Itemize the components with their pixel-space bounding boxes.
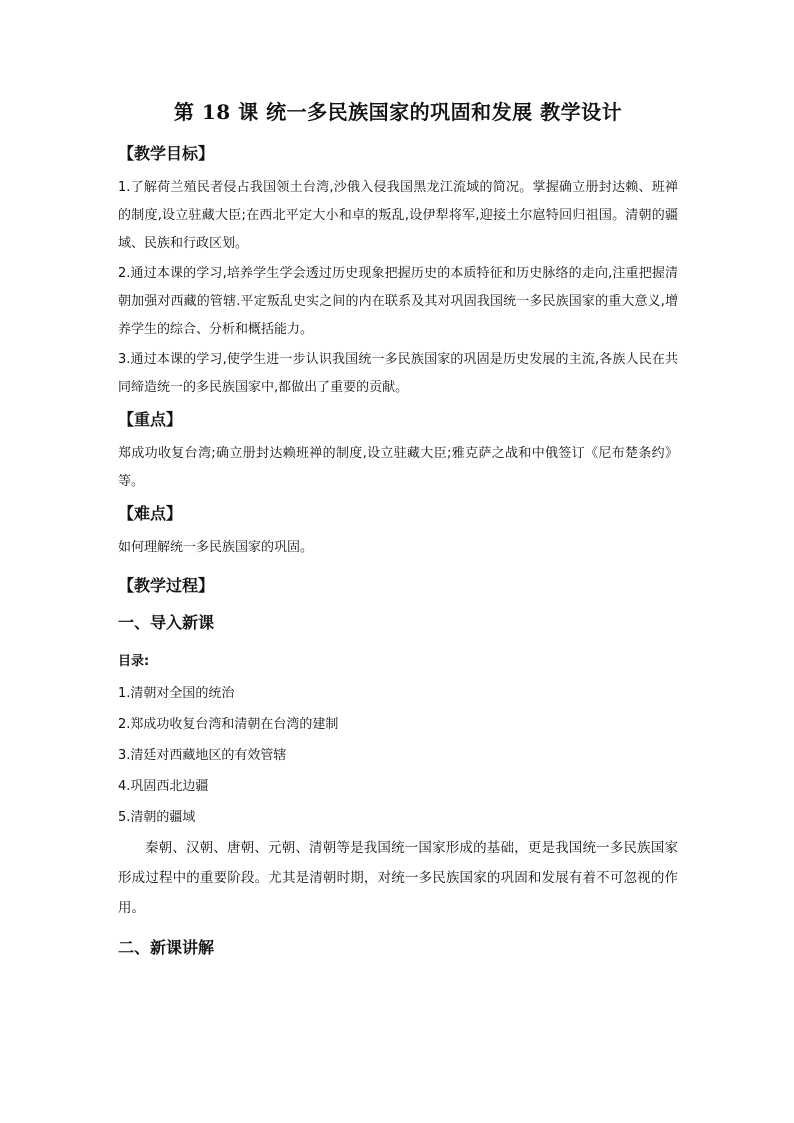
objective-item: 2.通过本课的学习,培养学生学会透过历史现象把握历史的本质特征和历史脉络的走向,注重把握清朝加强对西藏的管辖.平定叛乱史实之间的内在联系及其对巩固我国统一多民族国家的重大意义,增养学生的综合、分析和概括能力。 (118, 266, 678, 337)
process-heading: 【教学过程】 (118, 576, 215, 595)
document-title: 第 18 课 统一多民族国家的巩固和发展 教学设计 (173, 100, 623, 124)
toc-label: 目录: (118, 654, 150, 669)
toc-item: 5.清朝的疆域 (118, 810, 196, 825)
objective-item: 1.了解荷兰殖民者侵占我国领土台湾,沙俄入侵我国黑龙江流域的简况。掌握确立册封达赖、班禅的制度,设立驻藏大臣;在西北平定大小和卓的叛乱,设伊犁将军,迎接土尔扈特回归祖国。清朝的疆域、民族和行政区划。 (118, 180, 678, 251)
objective-item: 3.通过本课的学习,使学生进一步认识我国统一多民族国家的巩固是历史发展的主流,各族人民在共同缔造统一的多民族国家中,都做出了重要的贡献。 (118, 352, 678, 395)
toc-item: 1.清朝对全国的统治 (118, 686, 235, 701)
objectives-heading: 【教学目标】 (118, 144, 215, 163)
objectives-list (118, 174, 678, 402)
difficulties-heading: 【难点】 (118, 504, 183, 523)
toc-item: 2.郑成功收复台湾和清朝在台湾的建制 (118, 717, 339, 732)
toc-item: 4.巩固西北边疆 (118, 779, 209, 794)
part2-heading: 二、新课讲解 (118, 938, 215, 957)
intro-paragraph: 秦朝、汉朝、唐朝、元朝、清朝等是我国统一国家形成的基础，更是我国统一多民族国家形成过程中的重要阶段。尤其是清朝时期，对统一多民族国家的巩固和发展有着不可忽视的作用。 (118, 840, 678, 916)
difficulties-text: 如何理解统一多民族国家的巩固。 (118, 540, 314, 555)
toc-list (118, 678, 678, 833)
part1-heading: 一、导入新课 (118, 613, 215, 632)
document-page (118, 98, 678, 973)
key-points-heading: 【重点】 (118, 410, 183, 429)
toc-item: 3.清廷对西藏地区的有效管辖 (118, 748, 287, 763)
key-points-text: 郑成功收复台湾;确立册封达赖班禅的制度,设立驻藏大臣;雅克萨之战和中俄签订《尼布楚条约》等。 (118, 446, 678, 489)
